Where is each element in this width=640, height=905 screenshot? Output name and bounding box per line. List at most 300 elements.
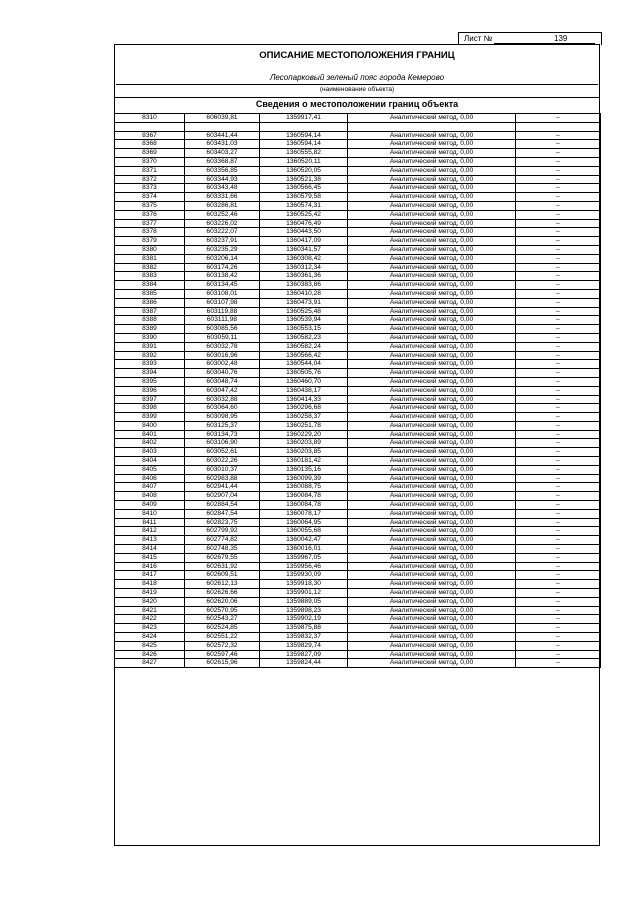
description-cell: –: [516, 465, 601, 474]
y-coordinate-cell: 1360417,09: [260, 237, 348, 246]
x-coordinate-cell: 603134,45: [185, 281, 260, 290]
point-number-cell: 8425: [115, 641, 185, 650]
y-coordinate-cell: 1360443,50: [260, 228, 348, 237]
table-row: [115, 201, 601, 210]
y-coordinate-cell: 1360410,28: [260, 289, 348, 298]
method-accuracy-cell: Аналитический метод, 0,00: [348, 201, 516, 210]
y-coordinate-cell: 1360088,75: [260, 483, 348, 492]
method-accuracy-cell: Аналитический метод, 0,00: [348, 615, 516, 624]
description-cell: –: [516, 316, 601, 325]
y-coordinate-cell: 1360566,45: [260, 184, 348, 193]
point-number-cell: 8412: [115, 527, 185, 536]
y-coordinate-cell: 1360181,42: [260, 457, 348, 466]
point-number-cell: 8378: [115, 228, 185, 237]
method-accuracy-cell: Аналитический метод, 0,00: [348, 633, 516, 642]
x-coordinate-cell: 603235,29: [185, 245, 260, 254]
y-coordinate-cell: 1359917,41: [260, 114, 348, 123]
point-number-cell: 8416: [115, 562, 185, 571]
point-number-cell: 8392: [115, 351, 185, 360]
method-accuracy-cell: Аналитический метод, 0,00: [348, 377, 516, 386]
point-number-cell: 8398: [115, 404, 185, 413]
x-coordinate-cell: 603002,48: [185, 360, 260, 369]
x-coordinate-cell: 603010,37: [185, 465, 260, 474]
y-coordinate-cell: 1360383,86: [260, 281, 348, 290]
description-cell: –: [516, 369, 601, 378]
y-coordinate-cell: 1360555,82: [260, 149, 348, 158]
description-cell: –: [516, 254, 601, 263]
description-cell: –: [516, 157, 601, 166]
table-row: [115, 509, 601, 518]
point-number-cell: 8375: [115, 201, 185, 210]
y-coordinate-cell: 1360574,31: [260, 201, 348, 210]
x-coordinate-cell: 603331,66: [185, 193, 260, 202]
table-row: [115, 474, 601, 483]
point-number-cell: 8389: [115, 325, 185, 334]
y-coordinate-cell: 1360078,17: [260, 509, 348, 518]
y-coordinate-cell: 1360296,68: [260, 404, 348, 413]
section-separator: [114, 97, 600, 98]
method-accuracy-cell: Аналитический метод, 0,00: [348, 457, 516, 466]
x-coordinate-cell: 603052,61: [185, 448, 260, 457]
table-row: [115, 131, 601, 140]
point-number-cell: 8422: [115, 615, 185, 624]
x-coordinate-cell: 603111,98: [185, 316, 260, 325]
description-cell: –: [516, 149, 601, 158]
object-name: Лесопарковый зеленый пояс города Кемерово: [269, 73, 445, 82]
method-accuracy-cell: Аналитический метод, 0,00: [348, 254, 516, 263]
x-coordinate-cell: 602551,22: [185, 633, 260, 642]
table-row: [115, 210, 601, 219]
description-cell: –: [516, 650, 601, 659]
object-name-caption: (наименование объекта): [319, 86, 395, 93]
y-coordinate-cell: 1359889,05: [260, 597, 348, 606]
description-cell: [516, 122, 601, 131]
description-cell: –: [516, 325, 601, 334]
table-row: [115, 448, 601, 457]
x-coordinate-cell: 602941,44: [185, 483, 260, 492]
point-number-cell: 8396: [115, 386, 185, 395]
x-coordinate-cell: 603119,88: [185, 307, 260, 316]
table-row: [115, 333, 601, 342]
y-coordinate-cell: 1359875,88: [260, 624, 348, 633]
description-cell: –: [516, 263, 601, 272]
table-row: [115, 465, 601, 474]
method-accuracy-cell: Аналитический метод, 0,00: [348, 237, 516, 246]
description-cell: –: [516, 360, 601, 369]
table-row: [115, 483, 601, 492]
y-coordinate-cell: 1360525,48: [260, 307, 348, 316]
table-row: [115, 228, 601, 237]
x-coordinate-cell: 603040,76: [185, 369, 260, 378]
y-coordinate-cell: 1360476,49: [260, 219, 348, 228]
table-row: [115, 272, 601, 281]
method-accuracy-cell: Аналитический метод, 0,00: [348, 307, 516, 316]
method-accuracy-cell: Аналитический метод, 0,00: [348, 465, 516, 474]
x-coordinate-cell: 602774,82: [185, 536, 260, 545]
x-coordinate-cell: 603032,88: [185, 395, 260, 404]
y-coordinate-cell: 1360055,68: [260, 527, 348, 536]
method-accuracy-cell: Аналитический метод, 0,00: [348, 149, 516, 158]
table-row: [115, 501, 601, 510]
x-coordinate-cell: 603368,87: [185, 157, 260, 166]
y-coordinate-cell: 1360312,34: [260, 263, 348, 272]
method-accuracy-cell: Аналитический метод, 0,00: [348, 421, 516, 430]
y-coordinate-cell: 1360582,24: [260, 342, 348, 351]
method-accuracy-cell: Аналитический метод, 0,00: [348, 404, 516, 413]
x-coordinate-cell: 603134,73: [185, 430, 260, 439]
method-accuracy-cell: Аналитический метод, 0,00: [348, 166, 516, 175]
x-coordinate-cell: 602570,95: [185, 606, 260, 615]
y-coordinate-cell: 1360099,39: [260, 474, 348, 483]
y-coordinate-cell: 1360594,14: [260, 140, 348, 149]
y-coordinate-cell: 1359827,09: [260, 650, 348, 659]
object-name-underline: [116, 84, 598, 85]
point-number-cell: 8405: [115, 465, 185, 474]
description-cell: –: [516, 193, 601, 202]
x-coordinate-cell: [185, 122, 260, 131]
table-row: [115, 597, 601, 606]
y-coordinate-cell: 1360553,15: [260, 325, 348, 334]
x-coordinate-cell: 603032,78: [185, 342, 260, 351]
method-accuracy-cell: Аналитический метод, 0,00: [348, 184, 516, 193]
method-accuracy-cell: Аналитический метод, 0,00: [348, 245, 516, 254]
x-coordinate-cell: 602572,32: [185, 641, 260, 650]
point-number-cell: 8379: [115, 237, 185, 246]
x-coordinate-cell: 603108,01: [185, 289, 260, 298]
table-row: [115, 175, 601, 184]
description-cell: –: [516, 245, 601, 254]
point-number-cell: 8418: [115, 580, 185, 589]
method-accuracy-cell: Аналитический метод, 0,00: [348, 157, 516, 166]
x-coordinate-cell: 603098,95: [185, 413, 260, 422]
description-cell: –: [516, 201, 601, 210]
method-accuracy-cell: Аналитический метод, 0,00: [348, 553, 516, 562]
x-coordinate-cell: 602524,85: [185, 624, 260, 633]
method-accuracy-cell: [348, 122, 516, 131]
point-number-cell: 8424: [115, 633, 185, 642]
description-cell: –: [516, 237, 601, 246]
point-number-cell: 8388: [115, 316, 185, 325]
x-coordinate-cell: 603085,56: [185, 325, 260, 334]
table-row: [115, 545, 601, 554]
y-coordinate-cell: 1360308,42: [260, 254, 348, 263]
point-number-cell: [115, 122, 185, 131]
y-coordinate-cell: 1360361,36: [260, 272, 348, 281]
table-row: [115, 553, 601, 562]
y-coordinate-cell: 1359902,19: [260, 615, 348, 624]
x-coordinate-cell: 602823,75: [185, 518, 260, 527]
x-coordinate-cell: 603125,37: [185, 421, 260, 430]
point-number-cell: 8383: [115, 272, 185, 281]
description-cell: –: [516, 474, 601, 483]
point-number-cell: 8406: [115, 474, 185, 483]
table-row: [115, 580, 601, 589]
point-number-cell: 8382: [115, 263, 185, 272]
x-coordinate-cell: 603222,07: [185, 228, 260, 237]
table-row: [115, 237, 601, 246]
table-row: [115, 536, 601, 545]
y-coordinate-cell: 1359967,05: [260, 553, 348, 562]
x-coordinate-cell: 602847,54: [185, 509, 260, 518]
description-cell: –: [516, 307, 601, 316]
method-accuracy-cell: Аналитический метод, 0,00: [348, 131, 516, 140]
method-accuracy-cell: Аналитический метод, 0,00: [348, 606, 516, 615]
table-row: [115, 114, 601, 123]
x-coordinate-cell: 603174,26: [185, 263, 260, 272]
description-cell: –: [516, 430, 601, 439]
document-title: ОПИСАНИЕ МЕСТОПОЛОЖЕНИЯ ГРАНИЦ: [259, 50, 455, 61]
sheet-number: 139: [554, 34, 568, 43]
description-cell: –: [516, 131, 601, 140]
y-coordinate-cell: 1359930,09: [260, 571, 348, 580]
y-coordinate-cell: 1360341,57: [260, 245, 348, 254]
method-accuracy-cell: Аналитический метод, 0,00: [348, 263, 516, 272]
x-coordinate-cell: 602748,35: [185, 545, 260, 554]
y-coordinate-cell: 1360084,78: [260, 492, 348, 501]
point-number-cell: 8387: [115, 307, 185, 316]
description-cell: –: [516, 219, 601, 228]
y-coordinate-cell: 1360414,33: [260, 395, 348, 404]
description-cell: –: [516, 589, 601, 598]
point-number-cell: 8367: [115, 131, 185, 140]
y-coordinate-cell: 1359901,12: [260, 589, 348, 598]
x-coordinate-cell: 603344,93: [185, 175, 260, 184]
sheet-label: Лист №: [464, 34, 493, 43]
description-cell: –: [516, 492, 601, 501]
description-cell: –: [516, 501, 601, 510]
y-coordinate-cell: 1359829,74: [260, 641, 348, 650]
point-number-cell: 8423: [115, 624, 185, 633]
point-number-cell: 8395: [115, 377, 185, 386]
table-row: [115, 351, 601, 360]
description-cell: –: [516, 404, 601, 413]
description-cell: –: [516, 342, 601, 351]
point-number-cell: 8413: [115, 536, 185, 545]
table-row: [115, 395, 601, 404]
point-number-cell: 8415: [115, 553, 185, 562]
method-accuracy-cell: Аналитический метод, 0,00: [348, 580, 516, 589]
method-accuracy-cell: Аналитический метод, 0,00: [348, 228, 516, 237]
method-accuracy-cell: Аналитический метод, 0,00: [348, 597, 516, 606]
table-row: [115, 157, 601, 166]
point-number-cell: 8409: [115, 501, 185, 510]
point-number-cell: 8419: [115, 589, 185, 598]
y-coordinate-cell: 1360566,42: [260, 351, 348, 360]
x-coordinate-cell: 603431,03: [185, 140, 260, 149]
method-accuracy-cell: Аналитический метод, 0,00: [348, 509, 516, 518]
description-cell: –: [516, 395, 601, 404]
x-coordinate-cell: 603403,27: [185, 149, 260, 158]
table-row: [115, 457, 601, 466]
y-coordinate-cell: 1360521,38: [260, 175, 348, 184]
point-number-cell: 8376: [115, 210, 185, 219]
x-coordinate-cell: 602626,66: [185, 589, 260, 598]
point-number-cell: 8400: [115, 421, 185, 430]
method-accuracy-cell: Аналитический метод, 0,00: [348, 289, 516, 298]
method-accuracy-cell: Аналитический метод, 0,00: [348, 175, 516, 184]
point-number-cell: 8377: [115, 219, 185, 228]
x-coordinate-cell: 602679,55: [185, 553, 260, 562]
description-cell: –: [516, 553, 601, 562]
description-cell: –: [516, 509, 601, 518]
point-number-cell: 8414: [115, 545, 185, 554]
description-cell: –: [516, 641, 601, 650]
method-accuracy-cell: Аналитический метод, 0,00: [348, 536, 516, 545]
point-number-cell: 8426: [115, 650, 185, 659]
point-number-cell: 8391: [115, 342, 185, 351]
x-coordinate-cell: 603064,60: [185, 404, 260, 413]
method-accuracy-cell: Аналитический метод, 0,00: [348, 316, 516, 325]
table-row: [115, 122, 601, 131]
table-row: [115, 413, 601, 422]
table-row: [115, 492, 601, 501]
method-accuracy-cell: Аналитический метод, 0,00: [348, 430, 516, 439]
table-row: [115, 325, 601, 334]
description-cell: –: [516, 272, 601, 281]
table-row: [115, 624, 601, 633]
table-row: [115, 606, 601, 615]
y-coordinate-cell: 1360525,42: [260, 210, 348, 219]
description-cell: –: [516, 166, 601, 175]
point-number-cell: 8369: [115, 149, 185, 158]
method-accuracy-cell: Аналитический метод, 0,00: [348, 571, 516, 580]
method-accuracy-cell: Аналитический метод, 0,00: [348, 342, 516, 351]
y-coordinate-cell: 1360229,20: [260, 430, 348, 439]
table-row: [115, 298, 601, 307]
x-coordinate-cell: 602612,13: [185, 580, 260, 589]
x-coordinate-cell: 602609,51: [185, 571, 260, 580]
x-coordinate-cell: 603356,85: [185, 166, 260, 175]
y-coordinate-cell: 1359956,46: [260, 562, 348, 571]
method-accuracy-cell: Аналитический метод, 0,00: [348, 439, 516, 448]
description-cell: –: [516, 571, 601, 580]
description-cell: –: [516, 386, 601, 395]
x-coordinate-cell: 603286,81: [185, 201, 260, 210]
table-row: [115, 184, 601, 193]
description-cell: –: [516, 333, 601, 342]
y-coordinate-cell: 1360135,16: [260, 465, 348, 474]
method-accuracy-cell: Аналитический метод, 0,00: [348, 527, 516, 536]
method-accuracy-cell: Аналитический метод, 0,00: [348, 659, 516, 668]
point-number-cell: 8402: [115, 439, 185, 448]
description-cell: –: [516, 140, 601, 149]
point-number-cell: 8370: [115, 157, 185, 166]
description-cell: –: [516, 184, 601, 193]
method-accuracy-cell: Аналитический метод, 0,00: [348, 114, 516, 123]
point-number-cell: 8403: [115, 448, 185, 457]
table-row: [115, 289, 601, 298]
x-coordinate-cell: 606039,81: [185, 114, 260, 123]
x-coordinate-cell: 603107,98: [185, 298, 260, 307]
table-row: [115, 650, 601, 659]
x-coordinate-cell: 603138,42: [185, 272, 260, 281]
method-accuracy-cell: Аналитический метод, 0,00: [348, 413, 516, 422]
description-cell: –: [516, 580, 601, 589]
description-cell: –: [516, 377, 601, 386]
table-row: [115, 360, 601, 369]
description-cell: –: [516, 483, 601, 492]
y-coordinate-cell: [260, 122, 348, 131]
table-row: [115, 641, 601, 650]
x-coordinate-cell: 602799,92: [185, 527, 260, 536]
description-cell: –: [516, 606, 601, 615]
table-row: [115, 219, 601, 228]
table-row: [115, 307, 601, 316]
method-accuracy-cell: Аналитический метод, 0,00: [348, 624, 516, 633]
description-cell: –: [516, 298, 601, 307]
x-coordinate-cell: 603022,26: [185, 457, 260, 466]
table-row: [115, 589, 601, 598]
boundary-points-table: [114, 113, 601, 668]
y-coordinate-cell: 1359832,37: [260, 633, 348, 642]
table-row: [115, 421, 601, 430]
y-coordinate-cell: 1360594,14: [260, 131, 348, 140]
description-cell: –: [516, 597, 601, 606]
y-coordinate-cell: 1360460,70: [260, 377, 348, 386]
description-cell: –: [516, 351, 601, 360]
point-number-cell: 8310: [115, 114, 185, 123]
method-accuracy-cell: Аналитический метод, 0,00: [348, 492, 516, 501]
x-coordinate-cell: 603048,74: [185, 377, 260, 386]
table-row: [115, 281, 601, 290]
point-number-cell: 8410: [115, 509, 185, 518]
y-coordinate-cell: 1360064,95: [260, 518, 348, 527]
y-coordinate-cell: 1360520,11: [260, 157, 348, 166]
y-coordinate-cell: 1360438,17: [260, 386, 348, 395]
y-coordinate-cell: 1360251,78: [260, 421, 348, 430]
description-cell: –: [516, 615, 601, 624]
method-accuracy-cell: Аналитический метод, 0,00: [348, 501, 516, 510]
point-number-cell: 8384: [115, 281, 185, 290]
table-row: [115, 377, 601, 386]
point-number-cell: 8399: [115, 413, 185, 422]
x-coordinate-cell: 603252,46: [185, 210, 260, 219]
description-cell: –: [516, 413, 601, 422]
x-coordinate-cell: 602631,92: [185, 562, 260, 571]
method-accuracy-cell: Аналитический метод, 0,00: [348, 369, 516, 378]
method-accuracy-cell: Аналитический метод, 0,00: [348, 589, 516, 598]
x-coordinate-cell: 602543,27: [185, 615, 260, 624]
method-accuracy-cell: Аналитический метод, 0,00: [348, 351, 516, 360]
x-coordinate-cell: 603059,11: [185, 333, 260, 342]
y-coordinate-cell: 1360203,85: [260, 448, 348, 457]
method-accuracy-cell: Аналитический метод, 0,00: [348, 483, 516, 492]
table-row: [115, 633, 601, 642]
method-accuracy-cell: Аналитический метод, 0,00: [348, 360, 516, 369]
table-row: [115, 386, 601, 395]
table-row: [115, 342, 601, 351]
description-cell: –: [516, 289, 601, 298]
table-row: [115, 430, 601, 439]
table-row: [115, 316, 601, 325]
method-accuracy-cell: Аналитический метод, 0,00: [348, 325, 516, 334]
table-row: [115, 571, 601, 580]
table-row: [115, 263, 601, 272]
description-cell: –: [516, 518, 601, 527]
x-coordinate-cell: 603047,42: [185, 386, 260, 395]
table-row: [115, 140, 601, 149]
section-title: Сведения о местоположении границ объекта: [255, 99, 459, 109]
x-coordinate-cell: 602983,88: [185, 474, 260, 483]
x-coordinate-cell: 602907,04: [185, 492, 260, 501]
y-coordinate-cell: 1359898,23: [260, 606, 348, 615]
point-number-cell: 8381: [115, 254, 185, 263]
table-row: [115, 404, 601, 413]
table-row: [115, 659, 601, 668]
point-number-cell: 8408: [115, 492, 185, 501]
x-coordinate-cell: 602597,46: [185, 650, 260, 659]
point-number-cell: 8373: [115, 184, 185, 193]
